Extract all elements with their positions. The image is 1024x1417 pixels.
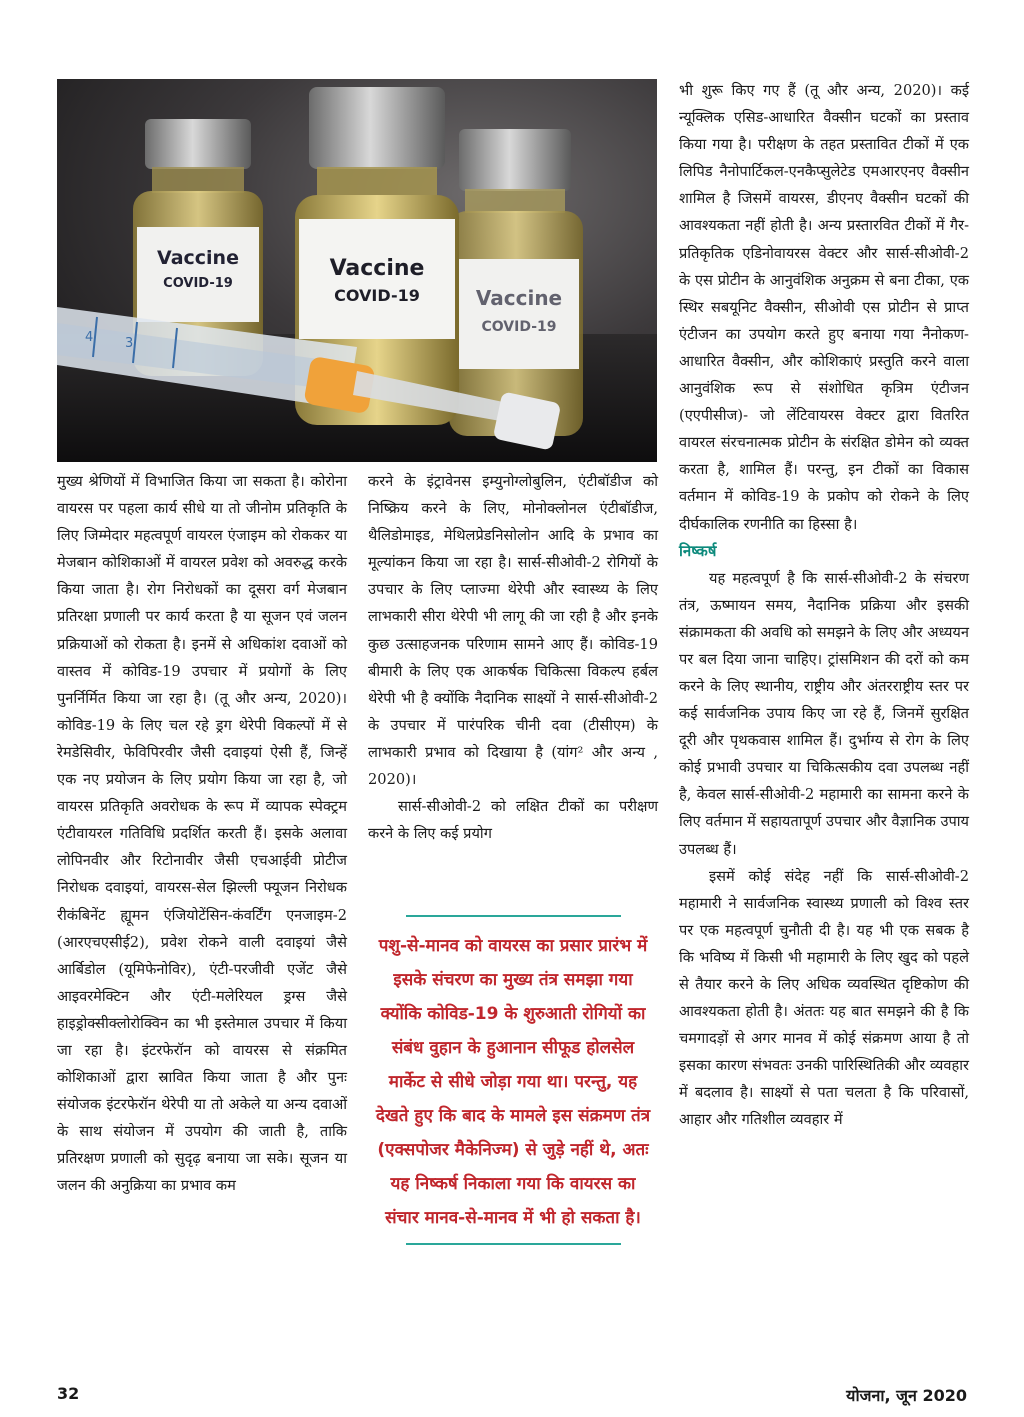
conclusion-paragraph-2: इसमें कोई संदेह नहीं कि सार्स-सीओवी-2 महामारी ने सार्वजनिक स्वास्थ्य प्रणाली को विश्व स्तर पर एक महत्वपूर्ण चुनौती दी है। यह भी एक सबक है कि भविष्य में किसी भी महामारी के लिए खुद को पहले से तैयार करने के लिए अधिक व्यवस्थित दृष्टिकोण की आवश्यकता होती है। अंततः यह बात समझने की है कि चमगादड़ों से अगर मानव में कोई संक्रमण आया है तो इसका कारण संभवतः उनकी पारिस्थितिकी और व्यवहार में बदलाव है। साक्ष्यों से पता चलता है कि परिवासों, आहार और गतिशील व्यवहार में xyxy=(679,867,969,1129)
column-2-paragraph-1: करने के इंट्रावेनस इम्युनोग्लोबुलिन, एंटीबॉडीज को निष्क्रिय करने के लिए, मोनोक्लोनल एंटीबॉडीज, थैलिडोमाइड, मेथिलप्रेडनिसोलोन आदि के प्रभाव का मूल्यांकन किया जा रहा है। सार्स-सीओवी-2 रोगियों के उपचार के लिए प्लाज्मा थेरेपी और स्वास्थ्य के लिए लाभकारी सीरा थेरेपी भी लागू की जा रही है और इनके कुछ उत्साहजनक परिणाम सामने आए हैं। कोविड-19 बीमारी के लिए एक आकर्षक चिकित्सा विकल्प हर्बल थेरेपी भी है क्योंकि नैदानिक साक्ष्यों ने सार्स-सीओवी-2 के उपचार में पारंपरिक चीनी दवा (टीसीएम) के लाभकारी प्रभाव को दिखाया है (यांग² और अन्य , 2020)। xyxy=(368,473,658,789)
conclusion-heading: निष्कर्ष xyxy=(679,541,717,560)
vial-center-label-2: COVID-19 xyxy=(334,286,420,305)
syringe-mark-3: 3 xyxy=(125,336,134,351)
conclusion-paragraph-1: यह महत्वपूर्ण है कि सार्स-सीओवी-2 के संचरण तंत्र, ऊष्मायन समय, नैदानिक प्रक्रिया और इसकी संक्रामकता की अवधि को समझने के लिए और अध्ययन पर बल दिया जाना चाहिए। ट्रांसमिशन की दरों को कम करने के लिए स्थानीय, राष्ट्रीय और अंतरराष्ट्रीय स्तर पर कई सार्वजनिक उपाय किए जा रहे हैं, जिनमें सुरक्षित दूरी और पृथकवास शामिल हैं। दुर्भाग्य से रोग के लिए कोई प्रभावी उपचार या चिकित्सकीय दवा उपलब्ध नहीं है, केवल सार्स-सीओवी-2 महामारी का सामना करने के लिए वर्तमान में सहायतापूर्ण उपचार और वैज्ञानिक उपाय उपलब्ध हैं। xyxy=(679,569,969,858)
vial-center-label-1: Vaccine xyxy=(329,256,425,281)
pull-quote-top-rule xyxy=(406,915,621,917)
vial-left-label-1: Vaccine xyxy=(157,247,239,269)
column-2 xyxy=(368,468,658,847)
vial-left-label-2: COVID-19 xyxy=(163,276,233,291)
pull-quote xyxy=(368,915,658,1385)
vial-right-label-2: COVID-19 xyxy=(481,319,557,335)
pull-quote-bottom-rule xyxy=(406,1243,621,1245)
vial-right xyxy=(449,129,583,436)
publication-footer: योजना, जून 2020 xyxy=(846,1386,967,1405)
column-1-paragraph: मुख्य श्रेणियों में विभाजित किया जा सकता है। कोरोना वायरस पर पहला कार्य सीधे या तो जीनोम प्रतिकृति के लिए जिम्मेदार महत्वपूर्ण वायरल एंजाइम को रोककर या मेजबान कोशिकाओं में वायरल प्रवेश को अवरुद्ध करके किया जाता है। रोग निरोधकों का दूसरा वर्ग मेजबान प्रतिरक्षा प्रणाली पर कार्य करता है या सूजन एवं जलन प्रक्रियाओं को रोकता है। इनमें से अधिकांश दवाओं को वास्तव में कोविड-19 उपचार में प्रयोगों के लिए पुनर्निर्मित किया जा रहा है। (तू और अन्य, 2020)। कोविड-19 के लिए चल रहे ड्रग थेरेपी विकल्पों में से रेमडेसिवीर, फेविपिरवीर जैसी दवाइयां ऐसी हैं, जिन्हें एक नए प्रयोजन के लिए प्रयोग किया जा रहा है, जो वायरस प्रतिकृति अवरोधक के रूप में व्यापक स्पेक्ट्रम एंटीवायरल गतिविधि प्रदर्शित करती हैं। इसके अलावा लोपिनवीर और रिटोनावीर जैसी एचआईवी प्रोटीज निरोधक दवाइयां, वायरस-सेल झिल्ली फ्यूजन निरोधक रीकंबिनेंट ह्यूमन एंजियोटेंसिन-कंवर्टिंग एनजाइम-2 (आरएचएसीई2), प्रवेश रोकने वाली दवाइयां जैसे आर्बिडोल (यूमिफेनोविर), एंटी-परजीवी एजेंट जैसे आइवरमेक्टिन और एंटी-मलेरियल ड्रग्स जैसे हाइड्रोक्सीक्लोरोक्विन का भी इस्तेमाल उपचार में किया जा रहा है। इंटरफेरॉन को वायरस से संक्रमित कोशिकाओं द्वारा स्रावित किया जाता है और पुनः संयोजक इंटरफेरॉन थेरेपी या तो अकेले या अन्य दवाओं के साथ संयोजन में उपयोग की जाती है, ताकि प्रतिरक्षण प्रणाली को सुदृढ़ बनाया जा सके। सूजन या जलन की अनुक्रिया का प्रभाव कम xyxy=(57,473,347,1195)
vial-right-label-1: Vaccine xyxy=(475,286,563,310)
syringe-mark-4: 4 xyxy=(85,330,94,345)
page-number: 32 xyxy=(57,1384,80,1403)
vaccine-photo xyxy=(57,79,657,462)
vaccine-illustration xyxy=(57,79,657,462)
column-1 xyxy=(57,468,347,1200)
column-2-paragraph-2: सार्स-सीओवी-2 को लक्षित टीकों का परीक्षण करने के लिए कई प्रयोग xyxy=(368,798,658,843)
pull-quote-text: पशु-से-मानव को वायरस का प्रसार प्रारंभ में इसके संचरण का मुख्य तंत्र समझा गया क्योंकि कोविड-19 के शुरुआती रोगियों का संबंध वुहान के हुआनान सीफूड होलसेल मार्केट से सीधे जोड़ा गया था। परन्तु, यह देखते हुए कि बाद के मामले इस संक्रमण तंत्र (एक्सपोजर मैकेनिज्म) से जुड़े नहीं थे, अतः यह निष्कर्ष निकाला गया कि वायरस का संचार मानव-से-मानव में भी हो सकता है। xyxy=(375,936,651,1228)
column-3-paragraph: भी शुरू किए गए हैं (तू और अन्य, 2020)। कई न्यूक्लिक एसिड-आधारित वैक्सीन घटकों का प्रस्ताव किया गया है। परीक्षण के तहत प्रस्तावित टीकों में एक लिपिड नैनोपार्टिकल-एनकैप्सुलेटेड एमआरएनए वैक्सीन शामिल है जिसमें वायरस, डीएनए वैक्सीन घटकों की आवश्यकता नहीं होती है। अन्य प्रस्तारवित टीकों में गैर-प्रतिकृतिक एडिनोवायरस वेक्टर और सार्स-सीओवी-2 के एस प्रोटीन के आनुवंशिक अनुक्रम से बना टीका, एक स्थिर सबयूनिट वैक्सीन, सीओवी एस प्रोटीन से प्राप्त एंटीजन का उपयोग करते हुए बनाया गया नैनोकण-आधारित वैक्सीन, और कोशिकाएं प्रस्तुति करने वाला आनुवंशिक रूप से संशोधित कृत्रिम एंटीजन (एएपीसीज)- जो लेंटिवायरस वेक्टर द्वारा वितरित वायरल संरचनात्मक प्रोटीन के संरक्षित डोमेन को व्यक्त करता है, शामिल हैं। परन्तु, इन टीकों का विकास वर्तमान में कोविड-19 के प्रकोप को रोकने के लिए दीर्घकालिक रणनीति का हिस्सा है। xyxy=(679,82,969,533)
column-3 xyxy=(679,77,969,1134)
